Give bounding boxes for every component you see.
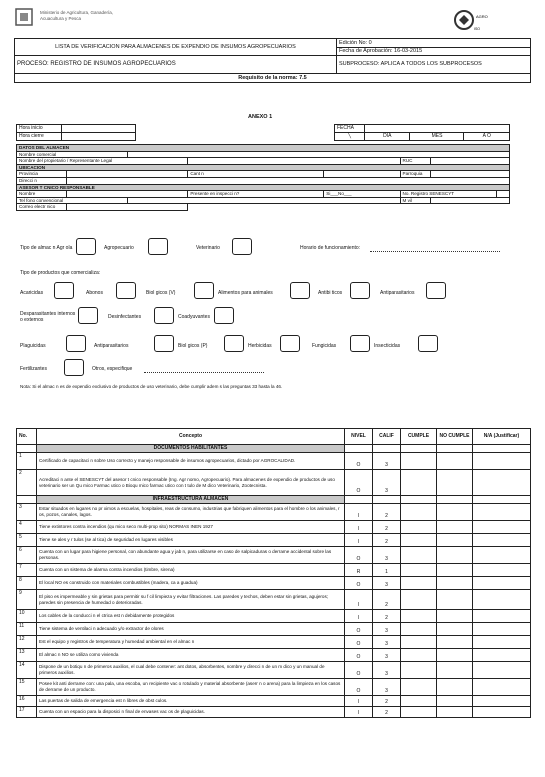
product-label-2: Biol gicos (V) bbox=[146, 290, 176, 296]
product-label-14: Insecticidas bbox=[374, 343, 401, 349]
row-nivel: I bbox=[345, 590, 373, 610]
product-label-5: Antiparasitarios bbox=[380, 290, 415, 296]
row-concept: Estar situados en lugares no pr ximos a escuelas, hospitales, reas de consumo, industrias que fabriquen alimentos para el hombre o los animales, r os, pozos, canales, lagos. bbox=[37, 504, 345, 521]
row-calif: 2 bbox=[373, 696, 401, 707]
row-cumple-cell[interactable] bbox=[401, 521, 437, 534]
row-nivel: O bbox=[345, 577, 373, 590]
row-nivel: O bbox=[345, 662, 373, 679]
correo-label: Correo electr nico bbox=[17, 204, 67, 211]
horario-field[interactable] bbox=[370, 251, 500, 252]
row-number: 11 bbox=[17, 623, 37, 636]
row-nivel: I bbox=[345, 610, 373, 623]
row-cumple-cell[interactable] bbox=[401, 547, 437, 564]
row-number: 8 bbox=[17, 577, 37, 590]
product-label-15: Fertilizantes bbox=[20, 366, 47, 372]
product-checkbox-9[interactable] bbox=[66, 335, 86, 352]
table-row bbox=[17, 649, 531, 662]
row-number: 14 bbox=[17, 662, 37, 679]
agro-label: Agropecuario bbox=[104, 245, 134, 251]
row-number: 1 bbox=[17, 453, 37, 470]
row-concept: Los cables de la conducci n el ctrica est n debidamente protegidos bbox=[37, 610, 345, 623]
row-number: 3 bbox=[17, 504, 37, 521]
row-cumple-cell[interactable] bbox=[401, 696, 437, 707]
row-no-cumple-cell[interactable] bbox=[437, 534, 473, 547]
table-row bbox=[17, 696, 531, 707]
product-label-6: Desparasitantes internos o externos bbox=[20, 311, 76, 323]
row-na-cell[interactable] bbox=[473, 521, 531, 534]
nombre-label: Nombre bbox=[17, 191, 67, 198]
row-concept: Cuenta con un lugar para higiene personal, con abundante agua y jab n, para utilizarse en caso de salpicaduras o derrame accidental sobre las personas. bbox=[37, 547, 345, 564]
row-concept: Tiene extintores contra incendios (qu mico seco multi-prop sito) NORMAS INEN 1927 bbox=[37, 521, 345, 534]
hora-inicio-field[interactable] bbox=[62, 125, 136, 133]
table-row bbox=[17, 679, 531, 696]
product-checkbox-6[interactable] bbox=[78, 307, 98, 324]
checklist-table bbox=[16, 428, 531, 718]
col-cumple: CUMPLE bbox=[401, 429, 437, 445]
edition: Edición No: 0 bbox=[337, 40, 530, 48]
row-na-cell[interactable] bbox=[473, 696, 531, 707]
ruc-label: RUC bbox=[400, 158, 430, 165]
row-calif: 2 bbox=[373, 521, 401, 534]
row-na-cell[interactable] bbox=[473, 547, 531, 564]
row-nivel: O bbox=[345, 623, 373, 636]
row-calif: 3 bbox=[373, 577, 401, 590]
table-row bbox=[17, 564, 531, 577]
row-concept: Las puertas de salida de emergencia est n libres de obst culos. bbox=[37, 696, 345, 707]
row-na-cell[interactable] bbox=[473, 679, 531, 696]
note: Nota: Si el almac n es de expendio exclusivo de productos de uso veterinario, debe cumplir adem s las preguntas 33 hasta la 46. bbox=[20, 384, 283, 389]
table-row bbox=[17, 623, 531, 636]
datos-section: DATOS DEL ALMACEN bbox=[17, 145, 510, 152]
row-calif: 1 bbox=[373, 564, 401, 577]
col-nivel: NIVEL bbox=[345, 429, 373, 445]
product-checkbox-12[interactable] bbox=[280, 335, 300, 352]
row-number: 7 bbox=[17, 564, 37, 577]
row-cumple-cell[interactable] bbox=[401, 564, 437, 577]
row-number: 17 bbox=[17, 707, 37, 718]
row-na-cell[interactable] bbox=[473, 636, 531, 649]
row-cumple-cell[interactable] bbox=[401, 577, 437, 590]
row-concept: Tiene se ales y r tulos (se al tica) de seguridad en lugares visibles bbox=[37, 534, 345, 547]
row-concept: Est el equipo y registros de temperatura y humedad ambiental en el almac n bbox=[37, 636, 345, 649]
date-table bbox=[334, 124, 510, 141]
row-cumple-cell[interactable] bbox=[401, 649, 437, 662]
row-no-cumple-cell[interactable] bbox=[437, 504, 473, 521]
otros-field[interactable] bbox=[144, 372, 264, 373]
product-label-8: Coadyuvantes bbox=[178, 314, 210, 320]
nombre-comercial-label: Nombre comercial bbox=[17, 151, 128, 158]
horario-label: Horario de funcionamiento: bbox=[300, 245, 361, 251]
row-na-cell[interactable] bbox=[473, 649, 531, 662]
row-number: 12 bbox=[17, 636, 37, 649]
product-label-3: Alimentos para animales bbox=[218, 290, 273, 296]
table-row bbox=[17, 504, 531, 521]
fecha-slash: ╲ bbox=[335, 133, 365, 141]
ministry-name: Ministerio de Agricultura, Ganadería, Acuacultura y Pesca bbox=[40, 10, 114, 21]
row-no-cumple-cell[interactable] bbox=[437, 636, 473, 649]
fecha-label: FECHA bbox=[335, 125, 365, 133]
row-cumple-cell[interactable] bbox=[401, 610, 437, 623]
propietario-field[interactable] bbox=[188, 158, 400, 165]
row-concept: El piso es impermeable y sin grietas para permitir su f cil limpieza y evitar filtraciones. Las paredes y techos, deben estar sin grietas, agujeros; paredes sin presencia de humedad o deterioradas. bbox=[37, 590, 345, 610]
row-number: 5 bbox=[17, 534, 37, 547]
agro-checkbox[interactable] bbox=[148, 238, 168, 255]
product-checkbox-13[interactable] bbox=[350, 335, 370, 352]
row-nivel: I bbox=[345, 707, 373, 718]
canton-field[interactable] bbox=[324, 171, 400, 178]
product-checkbox-8[interactable] bbox=[214, 307, 234, 324]
row-nivel: O bbox=[345, 679, 373, 696]
row-number: 13 bbox=[17, 649, 37, 662]
annex-title: ANEXO 1 bbox=[248, 114, 273, 120]
table-row bbox=[17, 547, 531, 564]
product-checkbox-0[interactable] bbox=[54, 282, 74, 299]
product-checkbox-1[interactable] bbox=[116, 282, 136, 299]
almacen-type-checkbox-1[interactable] bbox=[76, 238, 96, 255]
list-title: LISTA DE VERIFICACION PARA ALMACENES DE EXPENDIO DE INSUMOS AGROPECUARIOS bbox=[15, 39, 337, 56]
ministry-seal-icon bbox=[14, 6, 36, 28]
row-no-cumple-cell[interactable] bbox=[437, 662, 473, 679]
table-row bbox=[17, 470, 531, 496]
row-no-cumple-cell[interactable] bbox=[437, 590, 473, 610]
row-calif: 3 bbox=[373, 547, 401, 564]
product-label-0: Acaricidas bbox=[20, 290, 44, 296]
row-concept: Cuenta con un espacio para la disposici n final de envases vac os de plaguicidas. bbox=[37, 707, 345, 718]
row-nivel: O bbox=[345, 453, 373, 470]
dia-field[interactable]: DIA bbox=[365, 133, 410, 141]
row-calif: 3 bbox=[373, 470, 401, 496]
section-title: DOCUMENTOS HABILITANTES bbox=[37, 445, 345, 453]
row-concept: Tiene sistema de ventilaci n adecuado y/o extractor de olores bbox=[37, 623, 345, 636]
row-na-cell[interactable] bbox=[473, 470, 531, 496]
row-nivel: R bbox=[345, 564, 373, 577]
subprocess-label: SUBPROCESO: APLICA A TODOS LOS SUBPROCESOS bbox=[337, 56, 531, 74]
nombre-comercial-field[interactable] bbox=[127, 151, 509, 158]
row-concept: Cuenta con un sistema de alarma contra incendios (timbre, sirena) bbox=[37, 564, 345, 577]
row-no-cumple-cell[interactable] bbox=[437, 679, 473, 696]
direccion-field[interactable] bbox=[67, 177, 510, 184]
direccion-label: Direcci n bbox=[17, 177, 67, 184]
col-no-cumple: NO CUMPLE bbox=[437, 429, 473, 445]
process-label: PROCESO: REGISTRO DE INSUMOS AGROPECUARIOS bbox=[15, 56, 337, 74]
row-nivel: I bbox=[345, 534, 373, 547]
telefono-label: Tel fono convencional bbox=[17, 197, 128, 204]
row-concept: El local NO es construido con materiales combustibles (madera, ca a guadua) bbox=[37, 577, 345, 590]
row-na-cell[interactable] bbox=[473, 504, 531, 521]
parroquia-label: Parroquia bbox=[400, 171, 430, 178]
col-concepto: Concepto bbox=[37, 429, 345, 445]
product-label-1: Abonos bbox=[86, 290, 103, 296]
col-no: No. bbox=[17, 429, 37, 445]
col-calif: CALIF bbox=[373, 429, 401, 445]
nombre-field[interactable] bbox=[67, 191, 188, 198]
row-no-cumple-cell[interactable] bbox=[437, 577, 473, 590]
propietario-label: Nombre del propietario / Representante Legal bbox=[17, 158, 188, 165]
row-calif: 3 bbox=[373, 623, 401, 636]
row-no-cumple-cell[interactable] bbox=[437, 564, 473, 577]
row-na-cell[interactable] bbox=[473, 662, 531, 679]
row-calif: 2 bbox=[373, 504, 401, 521]
row-na-cell[interactable] bbox=[473, 453, 531, 470]
row-no-cumple-cell[interactable] bbox=[437, 470, 473, 496]
row-number: 6 bbox=[17, 547, 37, 564]
product-checkbox-2[interactable] bbox=[194, 282, 214, 299]
row-na-cell[interactable] bbox=[473, 623, 531, 636]
row-cumple-cell[interactable] bbox=[401, 453, 437, 470]
row-number: 15 bbox=[17, 679, 37, 696]
svg-text:ISO: ISO bbox=[474, 27, 481, 31]
vet-checkbox[interactable] bbox=[232, 238, 252, 255]
table-row bbox=[17, 662, 531, 679]
row-calif: 3 bbox=[373, 453, 401, 470]
product-label-9: Plaguicidas bbox=[20, 343, 46, 349]
row-no-cumple-cell[interactable] bbox=[437, 521, 473, 534]
product-label-12: Herbicidas bbox=[248, 343, 272, 349]
anio-field[interactable]: A O bbox=[464, 133, 510, 141]
row-calif: 3 bbox=[373, 636, 401, 649]
vet-label: Veterinario bbox=[196, 245, 220, 251]
section-row bbox=[17, 445, 531, 453]
row-number: 2 bbox=[17, 470, 37, 496]
row-no-cumple-cell[interactable] bbox=[437, 453, 473, 470]
telefono-field[interactable] bbox=[127, 197, 400, 204]
product-checkbox-15[interactable] bbox=[64, 359, 84, 376]
row-calif: 2 bbox=[373, 534, 401, 547]
product-checkbox-14[interactable] bbox=[418, 335, 438, 352]
row-calif: 3 bbox=[373, 679, 401, 696]
table-row bbox=[17, 521, 531, 534]
table-row bbox=[17, 636, 531, 649]
product-checkbox-5[interactable] bbox=[426, 282, 446, 299]
table-row bbox=[17, 610, 531, 623]
product-label-13: Fungicidas bbox=[312, 343, 337, 349]
table-row bbox=[17, 534, 531, 547]
product-label-4: Antibi ticos bbox=[318, 290, 343, 296]
row-nivel: O bbox=[345, 547, 373, 564]
row-calif: 2 bbox=[373, 590, 401, 610]
agrocalidad-logo-icon bbox=[452, 8, 492, 36]
table-row bbox=[17, 590, 531, 610]
row-cumple-cell[interactable] bbox=[401, 590, 437, 610]
header-table bbox=[14, 38, 531, 83]
row-calif: 2 bbox=[373, 610, 401, 623]
canton-label: Cant n bbox=[188, 171, 324, 178]
row-number: 9 bbox=[17, 590, 37, 610]
row-cumple-cell[interactable] bbox=[401, 534, 437, 547]
row-cumple-cell[interactable] bbox=[401, 504, 437, 521]
row-na-cell[interactable] bbox=[473, 707, 531, 718]
asesor-section: ASESOR T CNICO RESPONSABLE bbox=[17, 184, 510, 191]
ruc-field[interactable] bbox=[430, 158, 510, 165]
row-cumple-cell[interactable] bbox=[401, 707, 437, 718]
row-na-cell[interactable] bbox=[473, 610, 531, 623]
almacen-type-label: Tipo de almac n Agr ola bbox=[20, 245, 73, 251]
product-checkbox-4[interactable] bbox=[350, 282, 370, 299]
table-row bbox=[17, 453, 531, 470]
row-calif: 3 bbox=[373, 662, 401, 679]
row-no-cumple-cell[interactable] bbox=[437, 547, 473, 564]
products-label: Tipo de productos que comercializa: bbox=[20, 270, 101, 276]
col-na: N/A (Justificar) bbox=[473, 429, 531, 445]
movil-field[interactable] bbox=[430, 197, 510, 204]
registro-label: No. Registro SENESCYT bbox=[400, 191, 497, 198]
section-row bbox=[17, 496, 531, 504]
row-nivel: O bbox=[345, 636, 373, 649]
row-no-cumple-cell[interactable] bbox=[437, 623, 473, 636]
table-row bbox=[17, 577, 531, 590]
movil-label: M vil bbox=[400, 197, 430, 204]
row-na-cell[interactable] bbox=[473, 534, 531, 547]
row-no-cumple-cell[interactable] bbox=[437, 696, 473, 707]
section-title: INFRAESTRUCTURA ALMACEN bbox=[37, 496, 345, 504]
row-cumple-cell[interactable] bbox=[401, 662, 437, 679]
row-concept: Certificado de capacitaci n sobre Uso correcto y manejo responsable de insumos agropecuarios, dictado por AGROCALIDAD. bbox=[37, 453, 345, 470]
row-no-cumple-cell[interactable] bbox=[437, 707, 473, 718]
row-concept: El almac n NO se utiliza como vivienda bbox=[37, 649, 345, 662]
time-table bbox=[16, 124, 136, 141]
norm-requirement: Requisito de la norma: 7.5 bbox=[15, 74, 531, 83]
row-nivel: I bbox=[345, 521, 373, 534]
hora-inicio-label: Hora inicio bbox=[17, 125, 62, 133]
row-nivel: I bbox=[345, 696, 373, 707]
row-na-cell[interactable] bbox=[473, 564, 531, 577]
mes-field[interactable]: MES bbox=[410, 133, 464, 141]
row-cumple-cell[interactable] bbox=[401, 679, 437, 696]
row-number: 16 bbox=[17, 696, 37, 707]
product-label-16: Otros, especifique bbox=[92, 366, 133, 372]
store-data-table bbox=[16, 144, 510, 211]
product-label-10: Antiparasitarios bbox=[94, 343, 129, 349]
product-checkbox-7[interactable] bbox=[154, 307, 174, 324]
row-concept: Posee kit anti derrame con: una pala, una escoba, un recipiente vac o rotulado y material absorbente (aserr n o arena) para la limpieza en los casos de derrame de un producto. bbox=[37, 679, 345, 696]
ubicacion-section: UBICACION bbox=[17, 164, 510, 171]
row-calif: 2 bbox=[373, 707, 401, 718]
row-calif: 3 bbox=[373, 649, 401, 662]
row-na-cell[interactable] bbox=[473, 577, 531, 590]
approval-date: Fecha de Aprobación: 16-03-2015 bbox=[339, 47, 423, 54]
product-label-11: Biol gicos (P) bbox=[178, 343, 208, 349]
product-checkbox-3[interactable] bbox=[290, 282, 310, 299]
table-row bbox=[17, 707, 531, 718]
row-concept: Dispone de un botiqu n de primeros auxilios, el cual debe contener: ant dotos, absorbentes, nombre y direcci n de un m dico y un manual de primeros auxilios. bbox=[37, 662, 345, 679]
row-no-cumple-cell[interactable] bbox=[437, 649, 473, 662]
provincia-field[interactable] bbox=[67, 171, 188, 178]
si-no-field[interactable]: Si___No___ bbox=[324, 191, 400, 198]
row-number: 4 bbox=[17, 521, 37, 534]
row-nivel: I bbox=[345, 504, 373, 521]
registro-field[interactable] bbox=[497, 191, 510, 198]
product-checkbox-10[interactable] bbox=[154, 335, 174, 352]
provincia-label: Provincia bbox=[17, 171, 67, 178]
row-cumple-cell[interactable] bbox=[401, 623, 437, 636]
svg-text:AGRO: AGRO bbox=[476, 14, 488, 19]
row-cumple-cell[interactable] bbox=[401, 470, 437, 496]
row-concept: Acreditaci n ante el SENESCYT del asesor t cnico responsable (Ing. Agr nomo, Agropecuario). Para almacenes de expendio de productos de uso veterinario ser un Qu mico Farmac utico o Bioqu mico farmac utico con t tulo de M dico Veterinario, Zootecnista. bbox=[37, 470, 345, 496]
hora-cierre-label: Hora cierre bbox=[17, 133, 62, 141]
row-na-cell[interactable] bbox=[473, 590, 531, 610]
hora-cierre-field[interactable] bbox=[62, 133, 136, 141]
correo-field[interactable] bbox=[67, 204, 188, 211]
parroquia-field[interactable] bbox=[430, 171, 510, 178]
row-cumple-cell[interactable] bbox=[401, 636, 437, 649]
row-nivel: O bbox=[345, 649, 373, 662]
row-nivel: O bbox=[345, 470, 373, 496]
product-checkbox-11[interactable] bbox=[224, 335, 244, 352]
presente-label: Presente en inspecci n? bbox=[188, 191, 324, 198]
row-number: 10 bbox=[17, 610, 37, 623]
row-no-cumple-cell[interactable] bbox=[437, 610, 473, 623]
product-label-7: Desinfectantes bbox=[108, 314, 142, 320]
